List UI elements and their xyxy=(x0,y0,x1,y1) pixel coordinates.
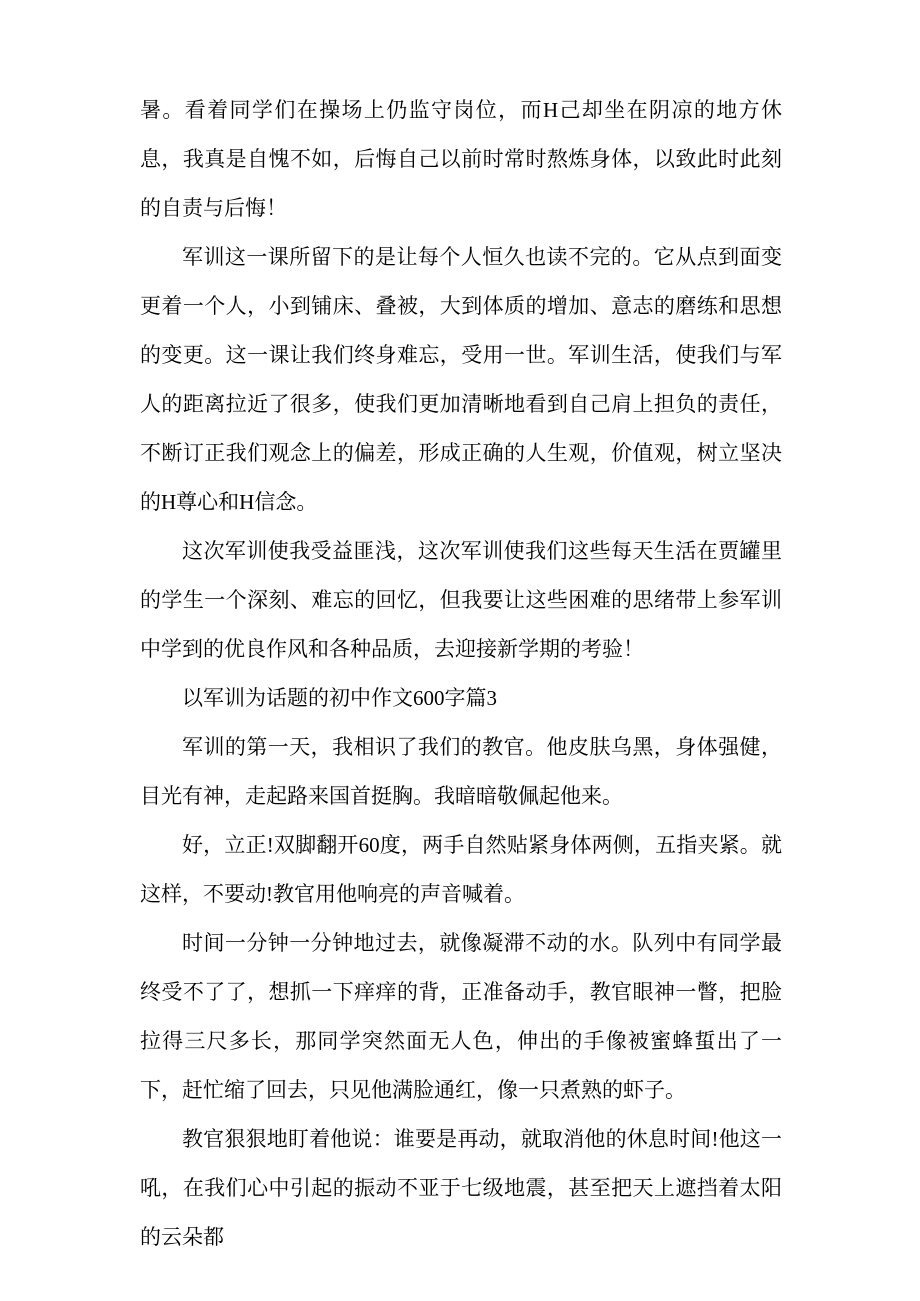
document-body xyxy=(140,86,782,1262)
paragraph: 军训的第一天，我相识了我们的教官。他皮肤乌黑，身体强健，目光有神，走起路来国首挺胸。我暗暗敬佩起他来。 xyxy=(140,735,782,808)
paragraph: 军训这一课所留下的是让每个人恒久也读不完的。它从点到面变更着一个人，小到铺床、叠被，大到体质的增加、意志的磨练和思想的变更。这一课让我们终身难忘，受用一世。军训生活，使我们与军人的距离拉近了很多，使我们更加清晰地看到自己肩上担负的责任，不断订正我们观念上的偏差，形成正确的人生观，价值观，树立坚决的H尊心和H信念。 xyxy=(140,245,782,514)
paragraph: 教官狠狠地盯着他说：谁要是再动，就取消他的休息时间!他这一吼，在我们心中引起的振动不亚于七级地震，甚至把天上遮挡着太阳的云朵都 xyxy=(140,1127,782,1249)
section-heading: 以军训为话题的初中作文600字篇3 xyxy=(182,686,497,710)
paragraph: 时间一分钟一分钟地过去，就像凝滞不动的水。队列中有同学最终受不了了，想抓一下痒痒的背，正准备动手，教官眼神一瞥，把脸拉得三尺多长，那同学突然面无人色，伸出的手像被蜜蜂蜇出了一下，赶忙缩了回去，只见他满脸通红，像一只煮熟的虾子。 xyxy=(140,931,782,1102)
paragraph: 好，立正!双脚翻开60度，两手自然贴紧身体两侧，五指夹紧。就这样，不要动!教官用他响亮的声音喊着。 xyxy=(140,833,782,906)
paragraph: 暑。看着同学们在操场上仍监守岗位，而H己却坐在阴凉的地方休息，我真是自愧不如，后悔自己以前时常时熬炼身体，以致此时此刻的自责与后悔！ xyxy=(140,98,782,220)
paragraph: 这次军训使我受益匪浅，这次军训使我们这些每天生活在贾罐里的学生一个深刻、难忘的回忆，但我要让这些困难的思绪带上参军训中学到的优良作风和各种品质，去迎接新学期的考验！ xyxy=(140,539,782,661)
